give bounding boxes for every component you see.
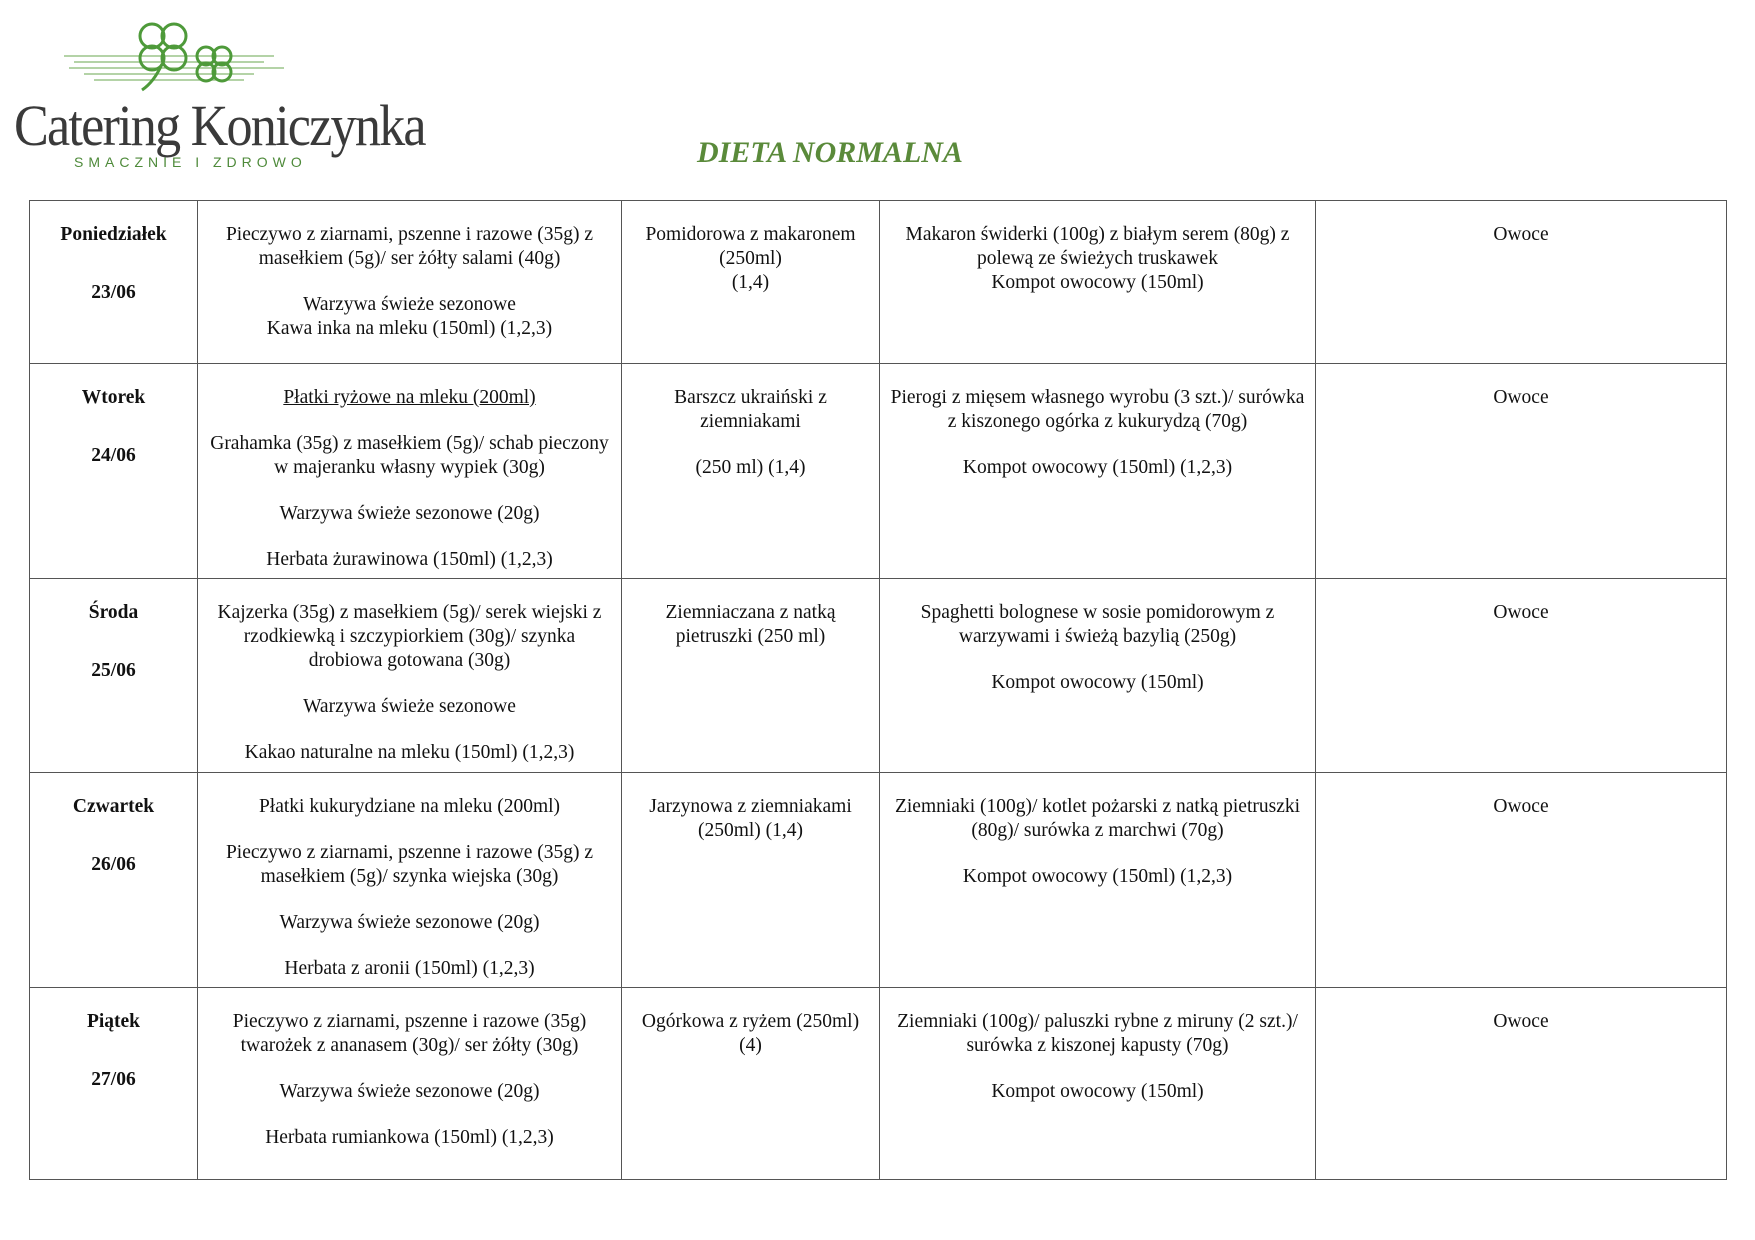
meal-line: Ziemniaki (100g)/ paluszki rybne z miruny (2 szt.)/ surówka z kiszonej kapusty (70g) [897,1011,1298,1056]
meal-line: Warzywa świeże sezonowe [303,696,516,717]
meal-line: Pomidorowa z makaronem (250ml) [645,224,856,269]
day-name: Poniedziałek [60,224,167,245]
meal-line: Płatki ryżowe na mleku (200ml) [283,387,536,408]
day-name: Piątek [86,1011,141,1032]
soup-cell [622,773,880,988]
day-cell [30,579,198,773]
meal-line: Pierogi z mięsem własnego wyrobu (3 szt.)/ surówka z kiszonego ogórka z kukurydzą (70g) [890,387,1305,432]
clover-icon [14,14,314,94]
main-cell [880,579,1316,773]
meal-line: Warzywa świeże sezonowe (20g) [279,912,540,933]
snack-cell: Owoce [1316,201,1727,364]
soup-cell [622,201,880,364]
breakfast-cell [198,579,622,773]
table-row [30,579,1727,773]
day-cell [30,773,198,988]
main-cell [880,364,1316,579]
main-cell [880,201,1316,364]
meal-line: Makaron świderki (100g) z białym serem (80g) z polewą ze świeżych truskawek [905,224,1290,269]
breakfast-cell [198,773,622,988]
meal-line: Kompot owocowy (150ml) [991,1081,1204,1102]
day-name: Środa [88,602,139,623]
meal-line: Warzywa świeże sezonowe (20g) [279,1081,540,1102]
breakfast-cell [198,201,622,364]
page-title: DIETA NORMALNA [697,136,963,169]
meal-line: Ziemniaczana z natką pietruszki (250 ml) [665,602,836,647]
table-row [30,364,1727,579]
table-row [30,773,1727,988]
soup-cell [622,364,880,579]
logo-tagline: SMACZNIE I ZDROWO [74,154,307,170]
day-cell [30,988,198,1180]
day-name: Wtorek [81,387,146,408]
day-date: 27/06 [91,1069,136,1090]
meal-line: Pieczywo z ziarnami, pszenne i razowe (35g) z masełkiem (5g)/ ser żółty salami (40g) [225,224,594,269]
meal-line: Warzywa świeże sezonowe (20g) [279,503,540,524]
meal-line: Spaghetti bolognese w sosie pomidorowym z warzywami i świeżą bazylią (250g) [920,602,1275,647]
main-cell [880,988,1316,1180]
meal-line: Kompot owocowy (150ml) (1,2,3) [962,866,1233,887]
meal-line: Grahamka (35g) z masełkiem (5g)/ schab pieczony w majeranku własny wypiek (30g) [210,433,609,478]
soup-cell [622,988,880,1180]
day-date: 26/06 [91,854,136,875]
snack-cell: Owoce [1316,579,1727,773]
day-cell [30,364,198,579]
meal-line: Ziemniaki (100g)/ kotlet pożarski z natką pietruszki (80g)/ surówka z marchwi (70g) [894,796,1301,841]
soup-cell [622,579,880,773]
meal-line: Pieczywo z ziarnami, pszenne i razowe (35g) z masełkiem (5g)/ szynka wiejska (30g) [225,842,594,887]
day-name: Czwartek [72,796,155,817]
meal-line: Płatki kukurydziane na mleku (200ml) [258,796,561,817]
main-cell [880,773,1316,988]
meal-line: Kompot owocowy (150ml) [991,272,1204,293]
snack-cell: Owoce [1316,364,1727,579]
day-date: 23/06 [91,282,136,303]
meal-line: Warzywa świeże sezonowe [303,294,516,315]
meal-line: Kompot owocowy (150ml) [991,672,1204,693]
breakfast-cell [198,988,622,1180]
meal-line: (1,4) [731,272,770,293]
meal-line: Barszcz ukraiński z ziemniakami [674,387,827,432]
logo [14,14,425,174]
meal-line: Kakao naturalne na mleku (150ml) (1,2,3) [244,742,575,763]
meal-line: Ogórkowa z ryżem (250ml) (4) [641,1011,860,1056]
meal-line: Kajzerka (35g) z masełkiem (5g)/ serek wiejski z rzodkiewką i szczypiorkiem (30g)/ szynka drobiowa gotowana (30g) [217,602,602,671]
meal-line: Herbata z aronii (150ml) (1,2,3) [284,958,535,979]
day-date: 25/06 [91,660,136,681]
snack-cell: Owoce [1316,773,1727,988]
meal-line: Jarzynowa z ziemniakami (250ml) (1,4) [649,796,852,841]
meal-line: (250 ml) (1,4) [695,457,806,478]
day-date: 24/06 [91,445,136,466]
breakfast-cell [198,364,622,579]
table-row [30,988,1727,1180]
meal-line: Kawa inka na mleku (150ml) (1,2,3) [266,318,553,339]
table-row [30,201,1727,364]
meal-line: Herbata rumiankowa (150ml) (1,2,3) [265,1127,554,1148]
meal-line: Herbata żurawinowa (150ml) (1,2,3) [266,549,553,570]
meal-line: Pieczywo z ziarnami, pszenne i razowe (35g) twarożek z ananasem (30g)/ ser żółty (30g) [232,1011,587,1056]
menu-table [29,200,1727,1180]
day-cell [30,201,198,364]
meal-line: Kompot owocowy (150ml) (1,2,3) [962,457,1233,478]
snack-cell: Owoce [1316,988,1727,1180]
logo-name: Catering Koniczynka [14,93,425,158]
